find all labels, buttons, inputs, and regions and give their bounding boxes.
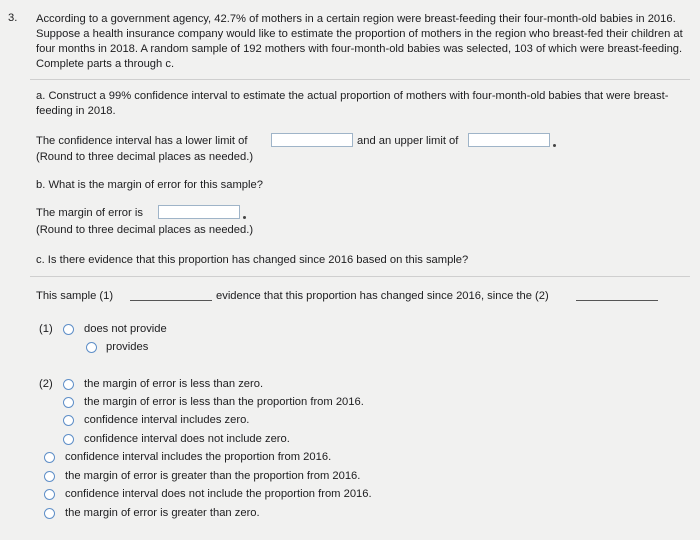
radio-option-2-7[interactable] (44, 489, 55, 500)
blank-1[interactable] (130, 300, 212, 301)
sentence-start: This sample (1) (36, 290, 114, 302)
divider (30, 79, 690, 80)
option-does-not-provide: does not provide (84, 323, 167, 335)
radio-provides[interactable] (86, 342, 97, 353)
upper-limit-input[interactable] (468, 133, 550, 147)
blank-2[interactable] (576, 300, 658, 301)
lower-limit-input[interactable] (271, 133, 353, 147)
part-a-rounding-note: (Round to three decimal places as needed.) (36, 151, 254, 163)
radio-does-not-provide[interactable] (63, 324, 74, 335)
radio-option-2-4[interactable] (63, 434, 74, 445)
option-2-7: confidence interval does not include the proportion from 2016. (65, 488, 372, 500)
part-b-rounding-note: (Round to three decimal places as needed.) (36, 224, 254, 236)
sentence-middle: evidence that this proportion has changed since 2016, since the (2) (216, 290, 549, 302)
option-provides: provides (106, 341, 149, 353)
upper-limit-label: and an upper limit of (357, 135, 459, 147)
radio-option-2-3[interactable] (63, 415, 74, 426)
radio-option-2-5[interactable] (44, 452, 55, 463)
question-number: 3. (8, 12, 18, 24)
option-2-8: the margin of error is greater than zero. (65, 507, 260, 519)
part-b-prompt: b. What is the margin of error for this sample? (36, 179, 263, 191)
margin-of-error-input[interactable] (158, 205, 240, 219)
part-a-prompt: a. Construct a 99% confidence interval to estimate the actual proportion of mothers with four-month-old babies that were breast-feeding in 2018. (36, 90, 669, 117)
divider (30, 276, 690, 277)
lower-limit-label: The confidence interval has a lower limit of (36, 135, 248, 147)
option-2-4: confidence interval does not include zero. (84, 433, 290, 445)
margin-label: The margin of error is (36, 207, 143, 219)
option-2-6: the margin of error is greater than the proportion from 2016. (65, 470, 361, 482)
option-2-1: the margin of error is less than zero. (84, 378, 264, 390)
group-1-label: (1) (39, 323, 53, 335)
question-intro: According to a government agency, 42.7% of mothers in a certain region were breast-feeding their four-month-old babies in 2016. Suppose a health insurance company would like to estimate the proportion of mothers in the region who breast-fed their children at four months in 2018. A random sample of 192 mothers with four-month-old babies was selected, 103 of which were breast-feeding. Complete parts a through c. (36, 13, 683, 70)
radio-option-2-2[interactable] (63, 397, 74, 408)
radio-option-2-8[interactable] (44, 508, 55, 519)
radio-option-2-1[interactable] (63, 379, 74, 390)
option-2-3: confidence interval includes zero. (84, 414, 250, 426)
part-c-prompt: c. Is there evidence that this proportion has changed since 2016 based on this sample? (36, 254, 469, 266)
option-2-2: the margin of error is less than the proportion from 2016. (84, 396, 364, 408)
group-2-label: (2) (39, 378, 53, 390)
period-mark (243, 216, 246, 219)
radio-option-2-6[interactable] (44, 471, 55, 482)
period-mark (553, 144, 556, 147)
option-2-5: confidence interval includes the proportion from 2016. (65, 451, 332, 463)
